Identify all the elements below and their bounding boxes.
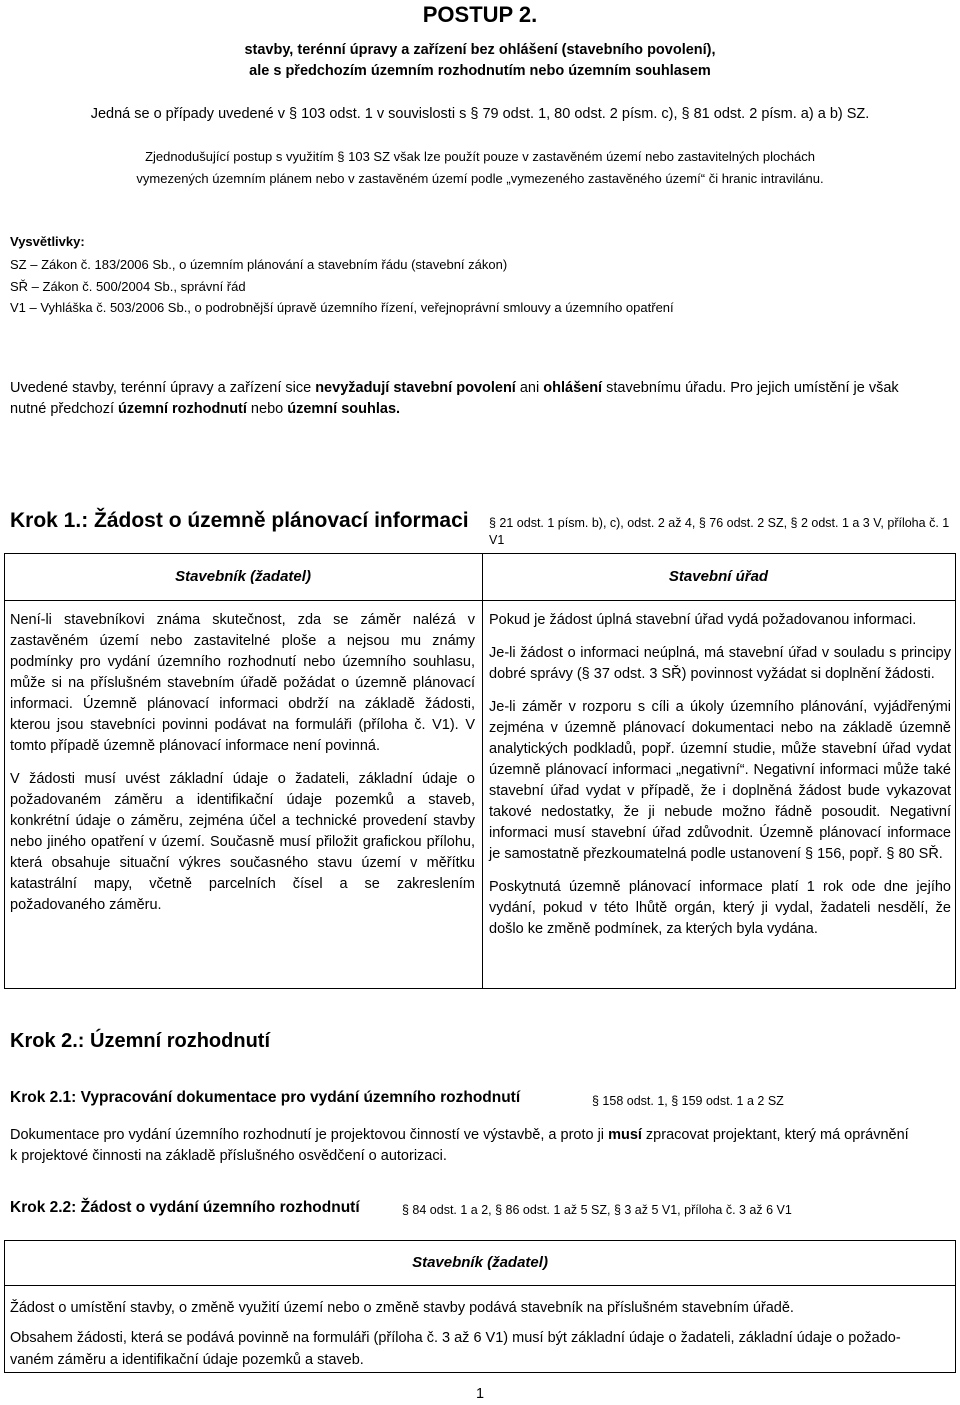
intro-text: ani <box>515 380 544 396</box>
krok1-right-p2: Je-li žádost o informaci neúplná, má stavební úřad v souladu s principy dobré správy (§ 37 odst. 3 SŘ) povinnost vyžádat si doplnění žádosti. <box>489 645 951 682</box>
krok2-2-box-p1: Žádost o umístění stavby, o změně využití území nebo o změně stavby podává stavebník na příslušném stavebním úřadě. <box>10 1300 794 1316</box>
page-title: POSTUP 2. <box>422 2 538 27</box>
intro-emph: ohlášení <box>543 380 603 396</box>
intro-line-2 <box>10 399 955 420</box>
table-mid-border <box>482 553 483 988</box>
krok2-1-emph: musí <box>608 1127 642 1143</box>
krok2-1-reference: § 158 odst. 1, § 159 odst. 1 a 2 SZ <box>592 1094 784 1108</box>
krok2-2-box-head: Stavebník (žadatel) <box>412 1254 548 1271</box>
krok1-left-p1: Není-li stavebníkovi známa skutečnost, zda se záměr nalézá v zastavěném území nebo zastavitelné ploše a nejsou mu známy podmínky pro vydání územního rozhodnutí nebo územního souhlasu, může si na příslušném stavebním úřadě požádat o územně plánovací informaci. Územně plánovací informaci obdrží na základě žádosti, kterou jsou stavebníci povinni podávat na formuláři (příloha č. V1). V tomto případě územně plánovací informace není povinná. <box>10 612 475 754</box>
box-header-border <box>4 1285 956 1286</box>
cases-line: Jedná se o případy uvedené v § 103 odst. 1 v souvislosti s § 79 odst. 1, 80 odst. 2 písm. c), § 81 odst. 2 písm. a) a b) SZ. <box>90 106 870 122</box>
legend-item-sr: SŘ – Zákon č. 500/2004 Sb., správní řád <box>10 279 246 294</box>
intro-line-1 <box>10 378 955 399</box>
box-bottom-border <box>4 1372 956 1373</box>
legend-item-v1: V1 – Vyhláška č. 503/2006 Sb., o podrobnější úpravě územního řízení, veřejnoprávní smlouvy a územního opatření <box>10 300 674 315</box>
legend-item-sz: SZ – Zákon č. 183/2006 Sb., o územním plánování a stavebním řádu (stavební zákon) <box>10 257 508 272</box>
legend-heading: Vysvětlivky: <box>10 234 85 249</box>
krok2-1-text-line-1 <box>10 1125 955 1146</box>
table-bottom-border <box>4 988 956 989</box>
intro-text: stavebnímu úřadu. Pro jejich umístění je však <box>602 380 899 396</box>
box-top-border <box>4 1240 956 1241</box>
page-number: 1 <box>476 1386 485 1402</box>
simplified-line-1: Zjednodušující postup s využitím § 103 SZ však lze použít pouze v zastavěném území nebo zastavitelných plochách <box>145 149 815 164</box>
krok2-1-heading: Krok 2.1: Vypracování dokumentace pro vydání územního rozhodnutí <box>10 1089 521 1106</box>
krok1-right-p1: Pokud je žádost úplná stavební úřad vydá požadovanou informaci. <box>489 612 917 628</box>
krok1-left-head: Stavebník (žadatel) <box>175 568 311 585</box>
krok2-2-box-p2-line1: Obsahem žádosti, která se podává povinně na formuláři (příloha č. 3 až 6 V1) musí být základní údaje o žadateli, základní údaje o požado- <box>10 1330 901 1346</box>
subtitle-line-1: stavby, terénní úpravy a zařízení bez ohlášení (stavebního povolení), <box>244 42 716 58</box>
krok2-1-text-line-2: k projektové činnosti na základě příslušného osvědčení o autorizaci. <box>10 1148 447 1164</box>
krok2-1-text: Dokumentace pro vydání územního rozhodnutí je projektovou činností ve výstavbě, a proto ji <box>10 1127 609 1143</box>
krok1-heading: Krok 1.: Žádost o územně plánovací informaci <box>10 509 469 532</box>
intro-text: nebo <box>246 401 288 417</box>
krok1-left-p2: V žádosti musí uvést základní údaje o žadateli, základní údaje o požadovaném záměru a identifikační údaje pozemků a staveb, konkrétní údaje o záměru, zejména účel a technické provedení stavby nebo jiného opatření v území. Současně musí přiložit grafickou přílohu, která obsahuje situační výkres současného stavu území v měřítku katastrální mapy, včetně parcelních čísel a se zakreslením požadovaného záměru. <box>10 771 475 913</box>
krok1-right-p3: Je-li záměr v rozporu s cíli a úkoly územního plánování, vyjádřenými zejména v územně plánovací dokumentaci nebo na základě územně analytických podkladů, popř. územní studie, může stavební úřad vydat územně plánovací informaci „negativní“. Negativní informaci může také stavební úřad vydat v případě, že i doplněná žádost bude vykazovat takové nedostatky, že ji nebude možno řádně posoudit. Negativní informaci musí stavební úřad zdůvodnit. Územně plánovací informace je samostatně přezkoumatelná podle ustanovení § 156, popř. § 80 SŘ. <box>489 699 951 862</box>
table-header-border <box>4 600 956 601</box>
krok1-right-p4: Poskytnutá územně plánovací informace platí 1 rok ode dne jejího vydání, pokud v této lhůtě orgán, který ji vydal, žadateli nesdělí, že došlo ke změně podmínek, za kterých byla vydána. <box>489 879 951 937</box>
krok1-reference: § 21 odst. 1 písm. b), c), odst. 2 až 4, § 76 odst. 2 SZ, § 2 odst. 1 a 3 V, příloha č. 1 V1 <box>489 516 950 547</box>
intro-text: Uvedené stavby, terénní úpravy a zařízení sice <box>10 380 316 396</box>
table-left-border <box>4 553 5 988</box>
krok2-2-box-p2-line2: vaném záměru a identifikační údaje pozemků a staveb. <box>10 1352 364 1368</box>
subtitle-line-2: ale s předchozím územním rozhodnutím nebo územním souhlasem <box>249 63 711 79</box>
simplified-line-2: vymezených územním plánem nebo v zastavěném území podle „vymezeného zastavěného území“ či hranic intravilánu. <box>136 171 824 186</box>
krok2-2-heading: Krok 2.2: Žádost o vydání územního rozhodnutí <box>10 1199 360 1216</box>
krok2-1-text: zpracovat projektant, který má oprávnění <box>641 1127 909 1143</box>
krok1-left-column <box>10 610 475 928</box>
krok1-right-head: Stavební úřad <box>668 568 769 585</box>
table-right-border <box>955 553 956 988</box>
krok2-2-reference: § 84 odst. 1 a 2, § 86 odst. 1 až 5 SZ, § 3 až 5 V1, příloha č. 3 až 6 V1 <box>402 1203 792 1217</box>
table-top-border <box>4 553 956 554</box>
intro-emph: nevyžadují stavební povolení <box>315 380 516 396</box>
intro-emph: územní rozhodnutí <box>118 401 247 417</box>
krok2-heading: Krok 2.: Územní rozhodnutí <box>10 1030 270 1052</box>
intro-text: nutné předchozí <box>10 401 119 417</box>
krok1-right-column <box>489 610 951 952</box>
intro-emph: územní souhlas. <box>287 401 401 417</box>
